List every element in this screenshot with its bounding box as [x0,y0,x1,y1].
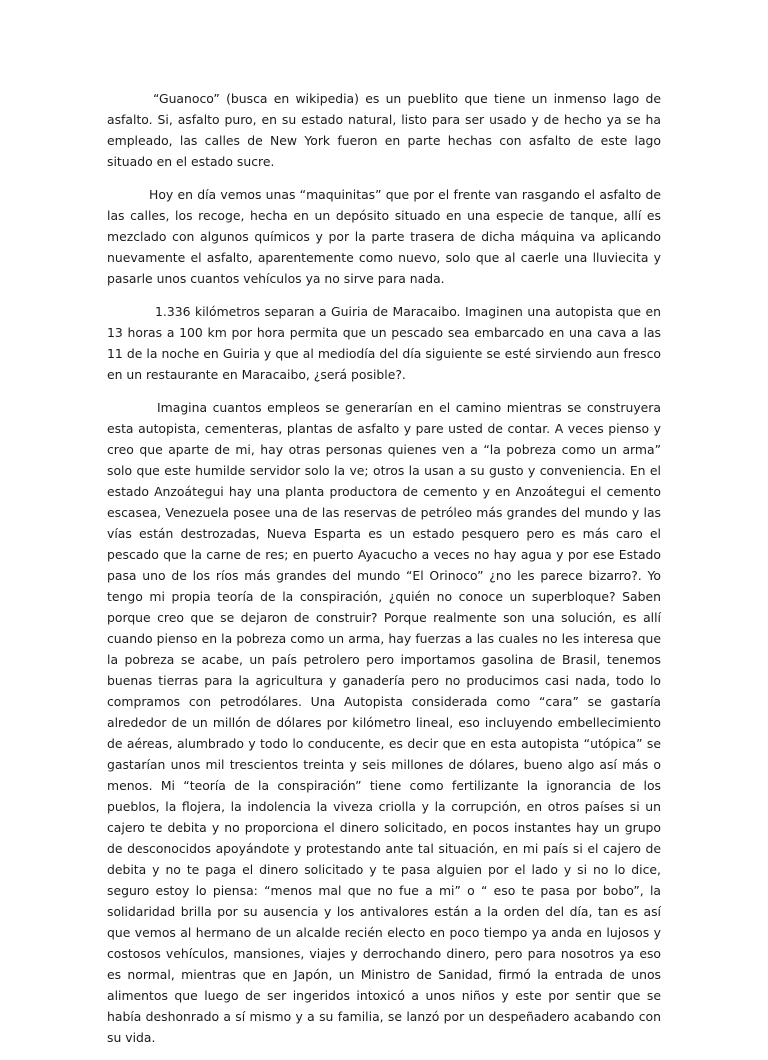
paragraph-autopista-guiria-maracaibo: 1.336 kilómetros separan a Guiria de Maracaibo. Imaginen una autopista que en 13 horas a 100 km por hora permita que un pescado sea embarcado en una cava a las 11 de la noche en Guiria y que al mediodía del día siguiente se esté sirviendo aun fresco en un restaurante en Maracaibo, ¿será posible?. [107,304,661,382]
paragraph-guanoco: “Guanoco” (busca en wikipedia) es un pueblito que tiene un inmenso lago de asfalto. Si, asfalto puro, en su estado natural, listo para ser usado y de hecho ya se ha empleado, las calles de New York fueron en parte hechas con asfalto de este lago situado en el estado sucre. [107,91,661,169]
paragraph-teoria-conspiracion: Imagina cuantos empleos se generarían en el camino mientras se construyera esta autopista, cementeras, plantas de asfalto y pare usted de contar. A veces pienso y creo que aparte de mi, hay otras personas quienes ven a “la pobreza como un arma” solo que este humilde servidor solo la ve; otros la usan a su gusto y conveniencia. En el estado Anzoátegui hay una planta productora de cemento y en Anzoátegui el cemento escasea, Venezuela posee una de las reservas de petróleo más grandes del mundo y las vías están destrozadas, Nueva Esparta es un estado pesquero pero es más caro el pescado que la carne de res; en puerto Ayacucho a veces no hay agua y por ese Estado pasa uno de los ríos más grandes del mundo “El Orinoco” ¿no les parece bizarro?. Yo tengo mi propia teoría de la conspiración, ¿quién no conoce un superbloque? Saben porque creo que se dejaron de construir? Porque realmente son una solución, es allí cuando pienso en la pobreza como un arma, hay fuerzas a las cuales no les interesa que la pobreza se acabe, un país petrolero pero importamos gasolina de Brasil, tenemos buenas tierras para la agricultura y ganadería pero no producimos casi nada, todo lo compramos con petrodólares. Una Autopista considerada como “cara” se gastaría alrededor de un millón de dólares por kilómetro lineal, eso incluyendo embellecimiento de aéreas, alumbrado y todo lo conducente, es decir que en esta autopista “utópica” se gastarían unos mil trescientos treinta y seis millones de dólares, bueno algo así más o menos. Mi “teoría de la conspiración” tiene como fertilizante la ignorancia de los pueblos, la flojera, la indolencia la viveza criolla y la corrupción, en otros países si un cajero te debita y no proporciona el dinero solicitado, en pocos instantes hay un grupo de desconocidos apoyándote y protestando ante tal situación, en mi país si el cajero de debita y no te paga el dinero solicitado y te pasa alguien por el lado y si no lo dice, seguro estoy lo piensa: “menos mal que no fue a mi” o “ eso te pasa por bobo”, la solidaridad brilla por su ausencia y los antivalores están a la orden del día, tan es así que vemos al hermano de un alcalde recién electo en poco tiempo ya anda en lujosos y costosos vehículos, mansiones, viajes y derrochando dinero, pero para nosotros ya eso es normal, mientras que en Japón, un Ministro de Sanidad, firmó la entrada de unos alimentos que luego de ser ingeridos intoxicó a unos niños y este por sentir que se había deshonrado a sí mismo y a su familia, se lanzó por un despeñadero acabando con su vida. [107,400,661,1045]
document-body [107,88,661,1060]
paragraph-maquinitas: Hoy en día vemos unas “maquinitas” que por el frente van rasgando el asfalto de las calles, los recoge, hecha en un depósito situado en una especie de tanque, allí es mezclado con algunos químicos y por la parte trasera de dicha máquina va aplicando nuevamente el asfalto, aparentemente como nuevo, solo que al caerle una lluviecita y pasarle unos cuantos vehículos ya no sirve para nada. [107,187,661,286]
